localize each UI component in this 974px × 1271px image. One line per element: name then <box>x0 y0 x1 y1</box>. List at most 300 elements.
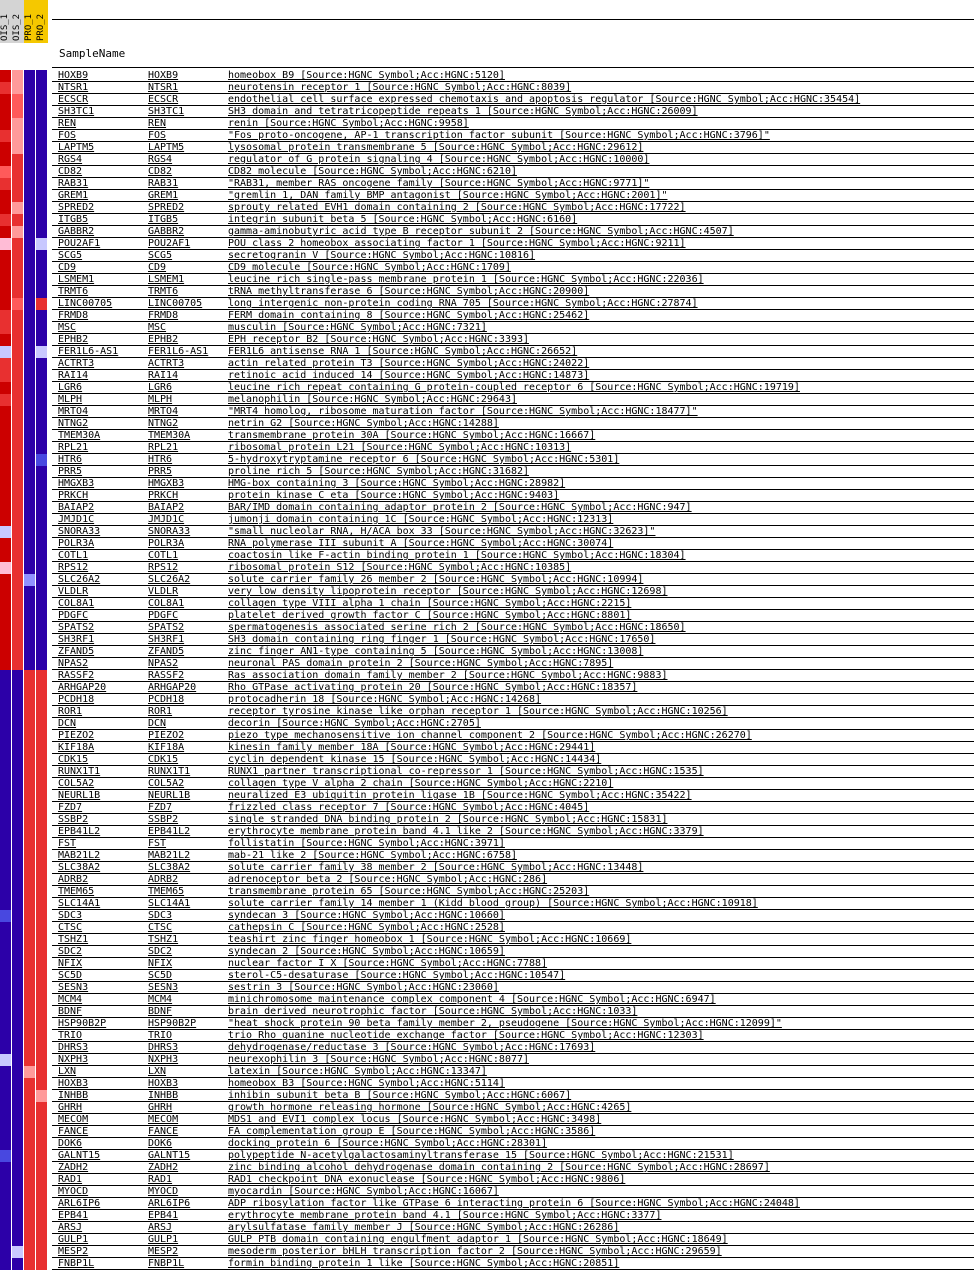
heatmap-cell <box>24 250 36 262</box>
heatmap-cell <box>12 106 24 118</box>
heatmap-cell <box>12 1090 24 1102</box>
heatmap-cell <box>36 634 48 646</box>
row-symbol: REN <box>148 118 167 129</box>
table-row <box>0 202 974 214</box>
row-symbol: PRR5 <box>148 466 173 477</box>
heatmap-cell <box>36 610 48 622</box>
row-description: FERM domain containing 8 [Source:HGNC Symbol;Acc:HGNC:25462] <box>228 310 590 321</box>
table-row <box>0 1114 974 1126</box>
heatmap-cell <box>0 1114 12 1126</box>
heatmap-cell <box>0 1162 12 1174</box>
table-row <box>0 1186 974 1198</box>
heatmap-cell <box>0 898 12 910</box>
heatmap-cell <box>12 946 24 958</box>
heatmap-cell <box>36 346 48 358</box>
row-description: EPH receptor B2 [Source:HGNC Symbol;Acc:HGNC:3393] <box>228 334 530 345</box>
table-row <box>0 778 974 790</box>
table-row <box>0 1054 974 1066</box>
heatmap-cell <box>24 562 36 574</box>
heatmap-cell <box>36 562 48 574</box>
heatmap-cell <box>0 574 12 586</box>
heatmap-cell <box>0 1258 12 1270</box>
row-description: coactosin like F-actin binding protein 1 [Source:HGNC Symbol;Acc:HGNC:18304] <box>228 550 686 561</box>
heatmap-cell <box>12 766 24 778</box>
row-symbol: HSP90B2P <box>148 1018 197 1029</box>
table-row <box>0 814 974 826</box>
heatmap-cell <box>12 262 24 274</box>
heatmap-cell <box>0 886 12 898</box>
heatmap-cell <box>24 454 36 466</box>
table-row <box>0 790 974 802</box>
row-symbol: MCM4 <box>148 994 173 1005</box>
row-symbol: DCN <box>148 718 167 729</box>
heatmap-cell <box>24 622 36 634</box>
heatmap-cell <box>12 1030 24 1042</box>
table-row <box>0 490 974 502</box>
row-id: BAIAP2 <box>58 502 95 513</box>
row-id: RAD1 <box>58 1174 83 1185</box>
heatmap-cell <box>24 1138 36 1150</box>
heatmap-cell <box>36 586 48 598</box>
row-id: MESP2 <box>58 1246 89 1257</box>
row-id: INHBB <box>58 1090 89 1101</box>
row-symbol: FZD7 <box>148 802 173 813</box>
heatmap-cell <box>24 790 36 802</box>
row-description: leucine rich repeat containing G protein-coupled receptor 6 [Source:HGNC Symbol;Acc:HGNC:19719] <box>228 382 800 393</box>
heatmap-cell <box>24 526 36 538</box>
heatmap-cell <box>0 622 12 634</box>
heatmap-cell <box>0 1078 12 1090</box>
table-row <box>0 574 974 586</box>
heatmap-cell <box>24 394 36 406</box>
heatmap-cell <box>0 1138 12 1150</box>
heatmap-cell <box>0 190 12 202</box>
heatmap-cell <box>0 1198 12 1210</box>
heatmap-cell <box>12 394 24 406</box>
table-row <box>0 694 974 706</box>
heatmap-cell <box>24 106 36 118</box>
heatmap-cell <box>12 178 24 190</box>
heatmap-cell <box>0 502 12 514</box>
heatmap-cell <box>12 1150 24 1162</box>
table-row <box>0 670 974 682</box>
row-id: GREM1 <box>58 190 89 201</box>
row-id: POLR3A <box>58 538 95 549</box>
row-id: SLC26A2 <box>58 574 101 585</box>
table-row <box>0 310 974 322</box>
table-row <box>0 958 974 970</box>
row-id: LINC00705 <box>58 298 113 309</box>
row-id: LGR6 <box>58 382 83 393</box>
row-description: RNA polymerase III subunit A [Source:HGNC Symbol;Acc:HGNC:30074] <box>228 538 614 549</box>
table-row <box>0 838 974 850</box>
row-id: EPB41L2 <box>58 826 101 837</box>
row-id: FER1L6-AS1 <box>58 346 119 357</box>
heatmap-cell <box>36 778 48 790</box>
heatmap-cell <box>24 502 36 514</box>
heatmap-cell <box>36 286 48 298</box>
row-description: FA complementation group E [Source:HGNC Symbol;Acc:HGNC:3586] <box>228 1126 596 1137</box>
heatmap-cell <box>12 502 24 514</box>
row-id: MECOM <box>58 1114 89 1125</box>
row-symbol: EPB41L2 <box>148 826 191 837</box>
heatmap-cell <box>24 1222 36 1234</box>
row-symbol: RPL21 <box>148 442 179 453</box>
heatmap-cell <box>12 94 24 106</box>
heatmap-cell <box>12 154 24 166</box>
heatmap-cell <box>12 406 24 418</box>
row-id: FNBP1L <box>58 1258 95 1269</box>
heatmap-cell <box>0 430 12 442</box>
row-id: SESN3 <box>58 982 89 993</box>
row-symbol: HOXB3 <box>148 1078 179 1089</box>
heatmap-cell <box>0 130 12 142</box>
heatmap-cell <box>0 382 12 394</box>
table-row <box>0 802 974 814</box>
row-symbol: ARL6IP6 <box>148 1198 191 1209</box>
heatmap-cell <box>12 754 24 766</box>
row-symbol: KIF18A <box>148 742 185 753</box>
row-description: integrin subunit beta 5 [Source:HGNC Symbol;Acc:HGNC:6160] <box>228 214 578 225</box>
heatmap-cell <box>24 646 36 658</box>
column-label-pro-1: PRO_1 <box>24 0 36 43</box>
heatmap-cell <box>12 658 24 670</box>
row-description: ADP ribosylation factor like GTPase 6 interacting protein 6 [Source:HGNC Symbol;Acc:HGNC:24048] <box>228 1198 800 1209</box>
heatmap-cell <box>0 106 12 118</box>
heatmap-cell <box>0 934 12 946</box>
table-row <box>0 1198 974 1210</box>
row-id: COTL1 <box>58 550 89 561</box>
table-row <box>0 1222 974 1234</box>
table-row <box>0 982 974 994</box>
table-row <box>0 466 974 478</box>
heatmap-cell <box>36 658 48 670</box>
heatmap-cell <box>12 610 24 622</box>
heatmap-cell <box>24 466 36 478</box>
heatmap-cell <box>24 1018 36 1030</box>
heatmap-cell <box>12 670 24 682</box>
heatmap-cell <box>0 922 12 934</box>
heatmap-cell <box>36 874 48 886</box>
heatmap-cell <box>24 118 36 130</box>
row-symbol: GABBR2 <box>148 226 185 237</box>
heatmap-cell <box>36 862 48 874</box>
row-symbol: POU2AF1 <box>148 238 191 249</box>
heatmap-cell <box>36 886 48 898</box>
row-description: syndecan 3 [Source:HGNC Symbol;Acc:HGNC:10660] <box>228 910 505 921</box>
table-row <box>0 1066 974 1078</box>
heatmap-cell <box>36 94 48 106</box>
heatmap-cell <box>12 382 24 394</box>
heatmap-cell <box>36 418 48 430</box>
heatmap-cell <box>36 1174 48 1186</box>
heatmap-cell <box>36 106 48 118</box>
row-symbol: LGR6 <box>148 382 173 393</box>
row-id: MYOCD <box>58 1186 89 1197</box>
row-id: FOS <box>58 130 77 141</box>
heatmap-cell <box>24 550 36 562</box>
row-id: ACTRT3 <box>58 358 95 369</box>
heatmap-cell <box>0 586 12 598</box>
row-description: melanophilin [Source:HGNC Symbol;Acc:HGNC:29643] <box>228 394 517 405</box>
row-id: COL5A2 <box>58 778 95 789</box>
row-symbol: TMEM65 <box>148 886 185 897</box>
row-description: transmembrane protein 30A [Source:HGNC Symbol;Acc:HGNC:16667] <box>228 430 596 441</box>
heatmap-cell <box>24 1066 36 1078</box>
table-row <box>0 478 974 490</box>
heatmap-cell <box>0 334 12 346</box>
heatmap-cell <box>36 718 48 730</box>
heatmap-cell <box>24 1162 36 1174</box>
heatmap-cell <box>36 1210 48 1222</box>
heatmap-cell <box>12 874 24 886</box>
row-description: cyclin dependent kinase 15 [Source:HGNC Symbol;Acc:HGNC:14434] <box>228 754 602 765</box>
heatmap-cell <box>12 574 24 586</box>
heatmap-cell <box>36 274 48 286</box>
row-id: TSHZ1 <box>58 934 89 945</box>
heatmap-cell <box>0 670 12 682</box>
table-row <box>0 226 974 238</box>
heatmap-cell <box>36 538 48 550</box>
row-symbol: BDNF <box>148 1006 173 1017</box>
row-symbol: GREM1 <box>148 190 179 201</box>
heatmap-cell <box>0 406 12 418</box>
row-id: NFIX <box>58 958 83 969</box>
row-id: PRKCH <box>58 490 89 501</box>
heatmap-cell <box>36 1234 48 1246</box>
table-row <box>0 286 974 298</box>
row-description: formin binding protein 1 like [Source:HGNC Symbol;Acc:HGNC:20851] <box>228 1258 620 1269</box>
row-description: renin [Source:HGNC Symbol;Acc:HGNC:9958] <box>228 118 469 129</box>
sample-name-label: SampleName <box>59 47 126 60</box>
row-id: FST <box>58 838 77 849</box>
row-description: solute carrier family 38 member 2 [Source:HGNC Symbol;Acc:HGNC:13448] <box>228 862 644 873</box>
table-row <box>0 358 974 370</box>
heatmap-cell <box>12 166 24 178</box>
table-row <box>0 1042 974 1054</box>
heatmap-cell <box>12 598 24 610</box>
heatmap-cell <box>24 946 36 958</box>
heatmap-cell <box>36 1006 48 1018</box>
heatmap-cell <box>24 1258 36 1270</box>
heatmap-cell <box>24 286 36 298</box>
heatmap-cell <box>36 142 48 154</box>
row-symbol: SPATS2 <box>148 622 185 633</box>
row-description: tRNA methyltransferase 6 [Source:HGNC Symbol;Acc:HGNC:20900] <box>228 286 590 297</box>
row-symbol: JMJD1C <box>148 514 185 525</box>
heatmap-cell <box>0 1234 12 1246</box>
heatmap-cell <box>12 838 24 850</box>
row-id: DHRS3 <box>58 1042 89 1053</box>
row-symbol: SSBP2 <box>148 814 179 825</box>
table-row <box>0 250 974 262</box>
row-id: NEURL1B <box>58 790 101 801</box>
heatmap-cell <box>12 958 24 970</box>
heatmap-cell <box>24 1006 36 1018</box>
heatmap-cell <box>24 442 36 454</box>
row-description: erythrocyte membrane protein band 4.1 [Source:HGNC Symbol;Acc:HGNC:3377] <box>228 1210 662 1221</box>
row-symbol: ZFAND5 <box>148 646 185 657</box>
row-description: frizzled class receptor 7 [Source:HGNC Symbol;Acc:HGNC:4045] <box>228 802 590 813</box>
column-label-ois-2: OIS_2 <box>12 0 24 43</box>
table-row <box>0 394 974 406</box>
heatmap-cell <box>36 598 48 610</box>
heatmap-cell <box>0 1030 12 1042</box>
heatmap-cell <box>36 1018 48 1030</box>
row-description: "small nucleolar RNA, H/ACA box 33 [Source:HGNC Symbol;Acc:HGNC:32623]" <box>228 526 656 537</box>
row-symbol: LXN <box>148 1066 167 1077</box>
row-id: ZFAND5 <box>58 646 95 657</box>
row-description: jumonji domain containing 1C [Source:HGNC Symbol;Acc:HGNC:12313] <box>228 514 614 525</box>
row-description: leucine rich single-pass membrane protein 1 [Source:HGNC Symbol;Acc:HGNC:22036] <box>228 274 704 285</box>
heatmap-cell <box>36 742 48 754</box>
heatmap-cell <box>12 490 24 502</box>
heatmap-cell <box>36 1186 48 1198</box>
heatmap-cell <box>12 274 24 286</box>
row-symbol: ACTRT3 <box>148 358 185 369</box>
row-id: SDC3 <box>58 910 83 921</box>
heatmap-cell <box>12 250 24 262</box>
row-symbol: MSC <box>148 322 167 333</box>
row-symbol: HTR6 <box>148 454 173 465</box>
heatmap-cell <box>0 286 12 298</box>
heatmap-cell <box>0 154 12 166</box>
heatmap-cell <box>24 730 36 742</box>
row-id: ARHGAP20 <box>58 682 107 693</box>
heatmap-cell <box>24 982 36 994</box>
heatmap-cell <box>12 622 24 634</box>
heatmap-cell <box>24 718 36 730</box>
row-description: receptor tyrosine kinase like orphan receptor 1 [Source:HGNC Symbol;Acc:HGNC:10256] <box>228 706 728 717</box>
row-symbol: SCG5 <box>148 250 173 261</box>
heatmap-cell <box>36 310 48 322</box>
table-row <box>0 1150 974 1162</box>
heatmap-cell <box>12 478 24 490</box>
table-row <box>0 946 974 958</box>
heatmap-cell <box>0 718 12 730</box>
heatmap-cell <box>24 706 36 718</box>
row-description: Rho GTPase activating protein 20 [Source:HGNC Symbol;Acc:HGNC:18357] <box>228 682 638 693</box>
heatmap-cell <box>12 1258 24 1270</box>
row-description: zinc finger AN1-type containing 5 [Source:HGNC Symbol;Acc:HGNC:13008] <box>228 646 644 657</box>
table-row <box>0 1162 974 1174</box>
table-row <box>0 214 974 226</box>
table-row <box>0 598 974 610</box>
row-description: Ras association domain family member 2 [Source:HGNC Symbol;Acc:HGNC:9883] <box>228 670 668 681</box>
heatmap-cell <box>24 1090 36 1102</box>
row-description: "gremlin 1, DAN family BMP antagonist [Source:HGNC Symbol;Acc:HGNC:2001]" <box>228 190 668 201</box>
heatmap-cell <box>36 814 48 826</box>
table-row <box>0 178 974 190</box>
row-id: FRMD8 <box>58 310 89 321</box>
heatmap-cell <box>12 1126 24 1138</box>
heatmap-cell <box>12 994 24 1006</box>
row-symbol: RGS4 <box>148 154 173 165</box>
row-symbol: FST <box>148 838 167 849</box>
heatmap-cell <box>0 1042 12 1054</box>
heatmap-cell <box>36 790 48 802</box>
heatmap-cell <box>12 1210 24 1222</box>
heatmap-cell <box>12 862 24 874</box>
row-id: CTSC <box>58 922 83 933</box>
row-description: arylsulfatase family member J [Source:HGNC Symbol;Acc:HGNC:26286] <box>228 1222 620 1233</box>
heatmap-cell <box>36 370 48 382</box>
heatmap-cell <box>36 442 48 454</box>
row-id: KIF18A <box>58 742 95 753</box>
heatmap-cell <box>12 1198 24 1210</box>
heatmap-cell <box>12 718 24 730</box>
table-row <box>0 70 974 82</box>
table-row <box>0 406 974 418</box>
row-id: HMGXB3 <box>58 478 95 489</box>
row-id: FANCE <box>58 1126 89 1137</box>
heatmap-cell <box>0 490 12 502</box>
row-symbol: MYOCD <box>148 1186 179 1197</box>
row-id: REN <box>58 118 77 129</box>
heatmap-cell <box>12 826 24 838</box>
row-description: homeobox B3 [Source:HGNC Symbol;Acc:HGNC:5114] <box>228 1078 505 1089</box>
heatmap-cell <box>12 814 24 826</box>
row-symbol: SLC14A1 <box>148 898 191 909</box>
heatmap-cell <box>36 622 48 634</box>
row-description: platelet derived growth factor C [Source:HGNC Symbol;Acc:HGNC:8801] <box>228 610 632 621</box>
heatmap-cell <box>0 694 12 706</box>
row-symbol: PDGFC <box>148 610 179 621</box>
heatmap-cell <box>36 838 48 850</box>
row-symbol: LAPTM5 <box>148 142 185 153</box>
heatmap-cell <box>24 934 36 946</box>
row-symbol: BAIAP2 <box>148 502 185 513</box>
heatmap-cell <box>0 1186 12 1198</box>
heatmap-cell <box>24 418 36 430</box>
heatmap-cell <box>24 166 36 178</box>
heatmap-cell <box>12 1138 24 1150</box>
row-description: cathepsin C [Source:HGNC Symbol;Acc:HGNC:2528] <box>228 922 505 933</box>
heatmap-cell <box>12 634 24 646</box>
heatmap-cell <box>36 694 48 706</box>
row-description: SH3 domain and tetratricopeptide repeats 1 [Source:HGNC Symbol;Acc:HGNC:26009] <box>228 106 698 117</box>
row-description: adrenoceptor beta 2 [Source:HGNC Symbol;Acc:HGNC:286] <box>228 874 548 885</box>
heatmap-cell <box>24 382 36 394</box>
table-row <box>0 730 974 742</box>
heatmap-cell <box>36 910 48 922</box>
heatmap-cell <box>24 1114 36 1126</box>
table-row <box>0 502 974 514</box>
row-id: GHRH <box>58 1102 83 1113</box>
row-id: RAI14 <box>58 370 89 381</box>
table-row <box>0 1258 974 1270</box>
heatmap-cell <box>36 1042 48 1054</box>
table-row <box>0 166 974 178</box>
heatmap-cell <box>24 922 36 934</box>
heatmap-cell <box>36 1162 48 1174</box>
heatmap-cell <box>12 310 24 322</box>
row-description: kinesin family member 18A [Source:HGNC Symbol;Acc:HGNC:29441] <box>228 742 596 753</box>
row-id: POU2AF1 <box>58 238 101 249</box>
heatmap-cell <box>0 1174 12 1186</box>
row-id: PCDH18 <box>58 694 95 705</box>
heatmap-cell <box>36 1246 48 1258</box>
heatmap-cell <box>12 142 24 154</box>
row-id: SDC2 <box>58 946 83 957</box>
heatmap-cell <box>24 1030 36 1042</box>
row-description: teashirt zinc finger homeobox 1 [Source:HGNC Symbol;Acc:HGNC:10669] <box>228 934 632 945</box>
table-row <box>0 898 974 910</box>
row-id: RAB31 <box>58 178 89 189</box>
heatmap-cell <box>0 394 12 406</box>
column-label-pro-2: PRO_2 <box>36 0 48 43</box>
table-row <box>0 1234 974 1246</box>
